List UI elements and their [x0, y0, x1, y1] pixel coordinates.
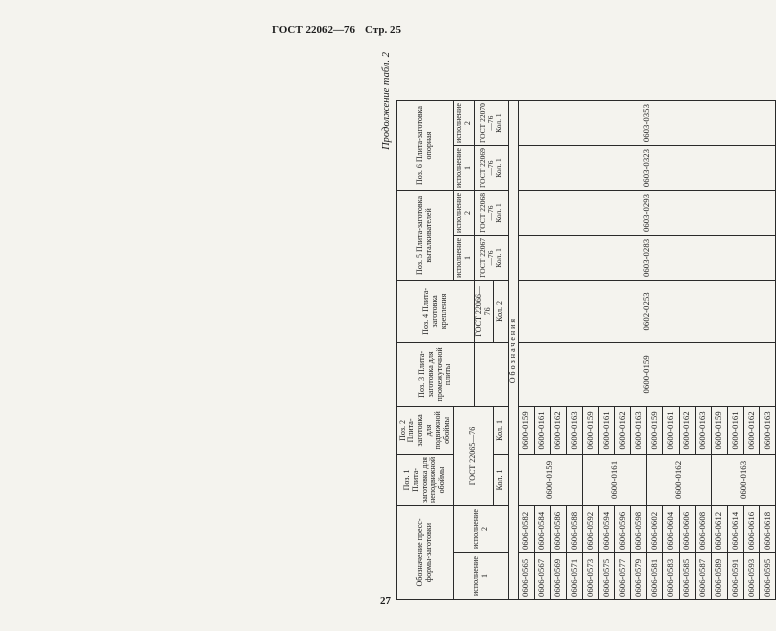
- designation-v1-cell: 0606-0581: [647, 553, 663, 600]
- pos2-cell: 0600-0163: [566, 406, 582, 454]
- pos2-cell: 0600-0162: [550, 406, 566, 454]
- pos6-v2-header: исполнение 2: [454, 101, 475, 146]
- designation-v1-cell: 0606-0573: [582, 553, 598, 600]
- pos12-standard: ГОСТ 22065—76: [454, 406, 494, 505]
- designation-v2-cell: 0606-0602: [647, 506, 663, 553]
- pos6-v1-merged-cell: 0603-0323: [518, 146, 776, 191]
- header-standard: [272, 24, 355, 36]
- designation-v2-header: исполнение 2: [454, 506, 509, 553]
- pos6-v1-std-text: ГОСТ 22069—76: [477, 148, 496, 188]
- designations-label-row: Обозначения: [508, 101, 518, 600]
- header-gost: ГОСТ 22062—76: [272, 24, 355, 36]
- designation-v2-cell: 0606-0616: [743, 506, 759, 553]
- designation-v2-cell: 0606-0582: [518, 506, 534, 553]
- pos6-qty: Кол. 1: [494, 158, 504, 178]
- designation-v2-cell: 0606-0592: [582, 506, 598, 553]
- pos1-merged-cell: 0600-0163: [711, 454, 775, 505]
- pos5-v2-standard: [475, 191, 509, 236]
- designation-v2-cell: 0606-0596: [615, 506, 631, 553]
- table-body: [518, 101, 776, 600]
- designation-v1-cell: 0606-0565: [518, 553, 534, 600]
- page-number: 27: [380, 595, 391, 607]
- designation-v1-cell: 0606-0579: [631, 553, 647, 600]
- designation-v2-cell: 0606-0586: [550, 506, 566, 553]
- pos5-v1-header: исполнение 1: [454, 235, 475, 280]
- pos5-v2-std-text: ГОСТ 22068—76: [477, 193, 496, 233]
- pos4-standard: ГОСТ 22066—76: [475, 280, 494, 342]
- pos4-qty: Кол. 2: [493, 280, 508, 342]
- designation-v1-cell: 0606-0583: [663, 553, 679, 600]
- pos2-cell: 0600-0159: [647, 406, 663, 454]
- designation-v2-cell: 0606-0588: [566, 506, 582, 553]
- pos6-v2-merged-cell: 0603-0353: [518, 101, 776, 146]
- pos2-cell: 0600-0163: [695, 406, 711, 454]
- pos2-cell: 0600-0159: [518, 406, 534, 454]
- pos2-cell: 0600-0162: [679, 406, 695, 454]
- designation-v1-cell: 0606-0595: [760, 553, 776, 600]
- pos3-header: Поз. 3 Плита-заготовка для промежуточной плиты: [397, 342, 475, 406]
- pos2-cell: 0600-0163: [631, 406, 647, 454]
- designation-v2-cell: 0606-0608: [695, 506, 711, 553]
- designation-v2-cell: 0606-0604: [663, 506, 679, 553]
- designation-v1-cell: 0606-0571: [566, 553, 582, 600]
- designation-v1-cell: 0606-0593: [743, 553, 759, 600]
- pos5-v2-merged-cell: 0603-0293: [518, 191, 776, 236]
- pos1-merged-cell: 0600-0159: [518, 454, 582, 505]
- pos2-header: Поз. 2 Плита-заготовка для подвижной обоймы: [397, 406, 454, 454]
- designation-v2-cell: 0606-0614: [727, 506, 743, 553]
- pos6-v2-standard: [475, 101, 509, 146]
- designation-v2-cell: 0606-0618: [760, 506, 776, 553]
- designation-v2-cell: 0606-0594: [599, 506, 615, 553]
- pos2-cell: 0600-0161: [663, 406, 679, 454]
- pos2-cell: 0600-0161: [727, 406, 743, 454]
- pos1-merged-cell: 0600-0161: [582, 454, 646, 505]
- pos5-v1-merged-cell: 0603-0283: [518, 235, 776, 280]
- pos1-qty: Кол. 1: [493, 454, 508, 505]
- pos2-cell: 0600-0159: [582, 406, 598, 454]
- designation-v1-cell: 0606-0567: [534, 553, 550, 600]
- designation-v1-cell: 0606-0577: [615, 553, 631, 600]
- designation-v1-cell: 0606-0585: [679, 553, 695, 600]
- pos2-qty: Кол. 1: [493, 406, 508, 454]
- pos2-cell: 0600-0163: [760, 406, 776, 454]
- designation-v2-cell: 0606-0584: [534, 506, 550, 553]
- pos2-cell: 0600-0159: [711, 406, 727, 454]
- pos6-header: Поз. 6 Плита-заготовка опорная: [397, 101, 454, 191]
- header-page-label: Стр. 25: [365, 24, 401, 36]
- rotated-table-block: [380, 50, 772, 600]
- pos6-v1-header: исполнение 1: [454, 146, 475, 191]
- designation-v1-cell: 0606-0569: [550, 553, 566, 600]
- pos6-v2-std-text: ГОСТ 22070—76: [477, 103, 496, 144]
- pos6-v1-standard: [475, 146, 509, 191]
- pos2-cell: 0600-0161: [599, 406, 615, 454]
- designation-v2-cell: 0606-0612: [711, 506, 727, 553]
- pos3-merged-cell: 0600-0159: [518, 342, 776, 406]
- pos2-cell: 0600-0161: [534, 406, 550, 454]
- designation-v2-cell: 0606-0606: [679, 506, 695, 553]
- pos6-qty-2: Кол. 1: [494, 113, 504, 133]
- pos5-v1-standard: [475, 235, 509, 280]
- pos5-qty: Кол. 1: [494, 248, 504, 268]
- designation-v1-cell: 0606-0591: [727, 553, 743, 600]
- pos2-cell: 0600-0162: [743, 406, 759, 454]
- pos1-merged-cell: 0600-0162: [647, 454, 711, 505]
- designation-v2-cell: 0606-0598: [631, 506, 647, 553]
- pos4-merged-cell: 0602-0253: [518, 280, 776, 342]
- designation-v1-cell: 0606-0587: [695, 553, 711, 600]
- pos5-v2-header: исполнение 2: [454, 191, 475, 236]
- designation-v1-header: исполнение 1: [454, 553, 509, 600]
- designation-v1-cell: 0606-0575: [599, 553, 615, 600]
- data-table: [396, 100, 776, 600]
- pos3-standard-empty: [475, 342, 509, 406]
- pos5-header: Поз. 5 Плита-заготовка выталкивателей: [397, 191, 454, 281]
- pos4-header: Поз. 4 Плита-заготовка крепления: [397, 280, 475, 342]
- designation-header: Обозначение пресс-формы-заготовки: [397, 506, 454, 600]
- pos5-v1-std-text: ГОСТ 22067—76: [477, 238, 496, 278]
- table-row: [518, 101, 534, 600]
- pos1-header: Поз. 1 Плита-заготовка для неподвижной обоймы: [397, 454, 454, 505]
- pos5-qty-2: Кол. 1: [494, 203, 504, 223]
- designation-v1-cell: 0606-0589: [711, 553, 727, 600]
- pos2-cell: 0600-0162: [615, 406, 631, 454]
- table-caption: Продолжение табл. 2: [381, 52, 392, 150]
